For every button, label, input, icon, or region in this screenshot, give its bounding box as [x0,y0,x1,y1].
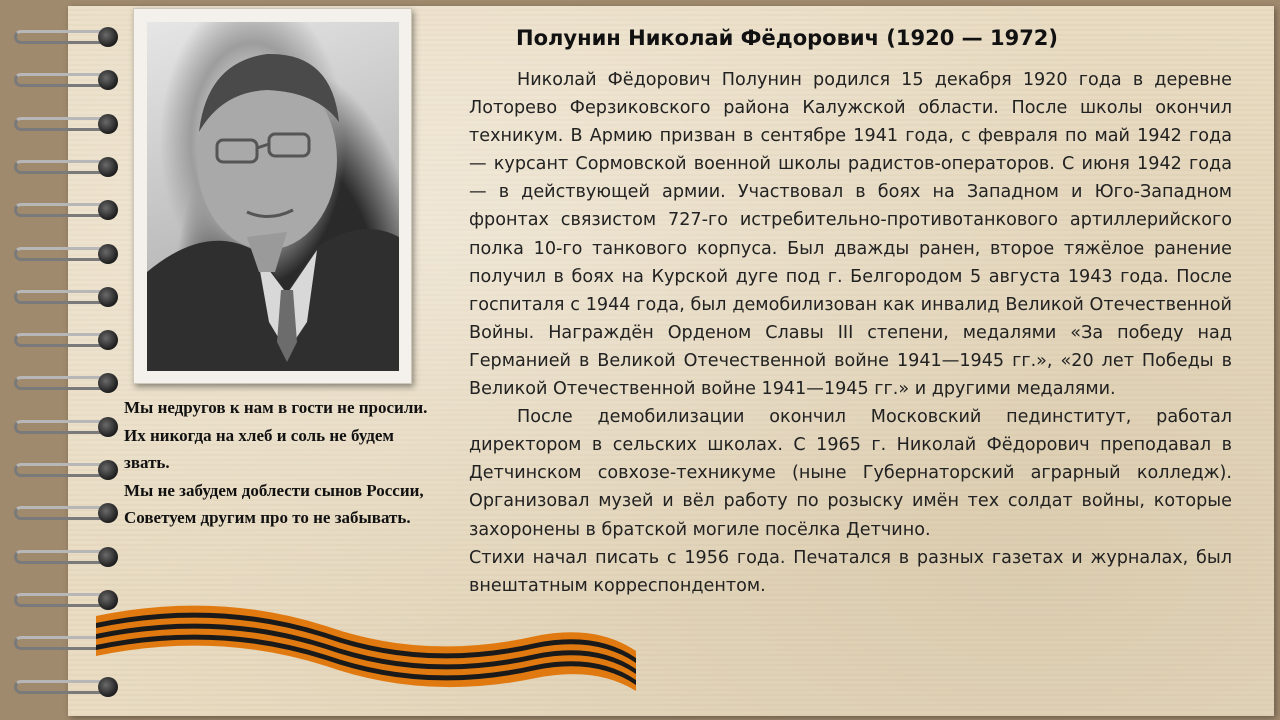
biography-paragraph-1: Николай Фёдорович Полунин родился 15 декабря 1920 года в деревне Лоторево Ферзиковского района Калужской области. После школы окончил техникум. В Армию призван в сентябре 1941 года, с февраля по май 1942 года — курсант Сормовской военной школы радистов-операторов. С июня 1942 года — в действующей армии. Участвовал в боях на Западном и Юго-Западном фронтах связистом 727-го истребительно-противотанкового артиллерийского полка 10-го танкового корпуса. Был дважды ранен, второе тяжёлое ранение получил в боях на Курской дуге под г. Белгородом 5 августа 1943 года. После госпиталя с 1944 года, был демобилизован как инвалид Великой Отечественной Войны. Награждён Орденом Славы III степени, медалями «За победу над Германией в Великой Отечественной войне 1941—1945 гг.», «20 лет Победы в Великой Отечественной войне 1941—1945 гг.» и другими медалями. [469,70,1232,400]
ring-hole [98,373,118,393]
ring-hole [98,70,118,90]
spiral-ring [14,67,124,93]
ring-wire [14,30,110,44]
ring-wire [14,160,110,174]
ring-wire [14,463,110,477]
ring-hole [98,547,118,567]
ring-wire [14,420,110,434]
biography-paragraph-3: Стихи начал писать с 1956 года. Печатался в разных газетах и журналах, был внештатным корреспондентом. [469,547,1232,596]
poem-line: Мы не забудем доблести сынов России, [124,480,424,500]
spiral-ring [14,284,124,310]
st-george-ribbon [96,596,636,706]
ring-hole [98,417,118,437]
biography-paragraph-2: После демобилизации окончил Московский пединститут, работал директором в сельских школах. С 1965 г. Николай Фёдорович преподавал в Детчинском совхозе-техникуме (ныне Губернаторский аграрный колледж). Организовал музей и вёл работу по розыску имён тех солдат войны, которые захоронены в братской могиле посёлка Детчино. [469,407,1232,540]
ring-hole [98,460,118,480]
ring-hole [98,330,118,350]
portrait-frame [133,8,412,384]
spiral-ring [14,154,124,180]
poem-line: Мы недругов к нам в гости не просили. [124,398,428,417]
spiral-ring [14,457,124,483]
spiral-ring [14,24,124,50]
page-title: Полунин Николай Фёдорович (1920 — 1972) [516,26,1059,50]
ring-wire [14,247,110,261]
portrait-photo [147,22,399,371]
ring-wire [14,376,110,390]
spiral-ring [14,414,124,440]
ring-wire [14,333,110,347]
spiral-ring [14,370,124,396]
ring-wire [14,506,110,520]
ring-hole [98,27,118,47]
poem-quote [124,394,430,532]
ring-hole [98,287,118,307]
biography-text [469,66,1232,600]
ring-hole [98,200,118,220]
poem-line: Их никогда на хлеб и соль не будем звать. [124,425,394,472]
spiral-ring [14,544,124,570]
ring-hole [98,157,118,177]
ring-hole [98,503,118,523]
poem-line: Советуем другим про то не забывать. [124,508,411,527]
spiral-ring [14,327,124,353]
ring-hole [98,114,118,134]
spiral-ring [14,500,124,526]
ring-wire [14,203,110,217]
ring-wire [14,290,110,304]
spiral-ring [14,197,124,223]
portrait-illustration [147,22,399,371]
ring-wire [14,73,110,87]
ring-hole [98,244,118,264]
ring-wire [14,117,110,131]
spiral-ring [14,241,124,267]
spiral-ring [14,111,124,137]
ring-wire [14,550,110,564]
